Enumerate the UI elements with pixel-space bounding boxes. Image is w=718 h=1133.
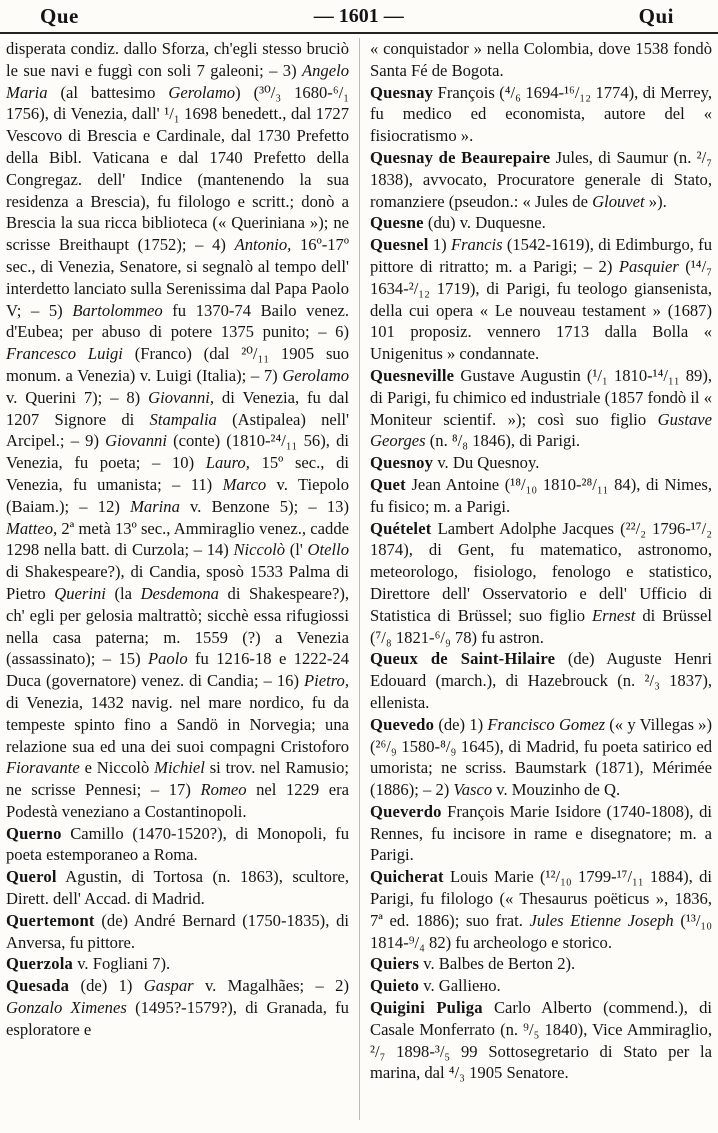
entry-headword: Querno — [6, 823, 62, 843]
entry-text: fu 1216-18 e 1222-24 Duca (governatore) venez. di Candia; – 16) — [6, 649, 349, 691]
dictionary-entry — [6, 975, 349, 1040]
entry-text: ) (³⁰/₃ 1680-⁶/₁ 1756), di Venezia, dall' ¹/₁ 1698 benedett., dal 1727 Vescovo di Brescia e Cardinale, dal 1730 Prefetto della Bibl. Vaticana e dal 1740 Prefetto della Congregaz. dell' Indice (mantenendo la sua residenza a Brescia), fu filologo e scritt.; donò a Brescia la sua ricca biblioteca (« Queriniana »); ne scrisse Breithaupt (1752); – 4) — [6, 82, 349, 255]
dictionary-entry — [370, 234, 712, 365]
entry-italic-text: Stampalia — [149, 409, 217, 429]
entry-italic-text: Lauro, — [205, 453, 250, 473]
entry-text: (1542-1619), di Edimburgo, fu pittore di ritratto; m. a Parigi; – 2) — [370, 235, 712, 276]
entry-headword: Querzola — [6, 954, 74, 974]
entry-text: 1) — [428, 235, 451, 255]
entry-italic-text: Gerolamo — [168, 82, 236, 102]
entry-italic-text: Gonzalo Ximenes — [6, 998, 127, 1018]
entry-headword: Quet — [370, 474, 406, 494]
entry-headword: Quertemont — [6, 910, 95, 930]
entry-text: 2ª metà 13º sec., Ammiraglio venez., cadde 1298 nella batt. di Curzola; – 14) — [6, 518, 349, 560]
dictionary-entry — [370, 518, 712, 649]
entry-headword: Querol — [6, 867, 57, 887]
entry-italic-text: Bartolommeo — [72, 300, 163, 320]
entry-headword: Quicherat — [370, 867, 444, 887]
entry-text: (de) 1) — [434, 714, 488, 734]
page-number: — 1601 — — [313, 4, 404, 27]
entry-headword: Quevedo — [370, 714, 435, 734]
entry-headword: Quételet — [370, 518, 432, 538]
entry-headword: Quesneville — [370, 365, 455, 385]
dictionary-entry — [6, 953, 349, 975]
dictionary-entry — [6, 910, 349, 954]
header-right-word: Qui — [638, 3, 674, 28]
entry-text: (de) André Bernard (1750-1835), di Anversa, fu pittore. — [6, 910, 349, 952]
entry-text: (du) v. Duquesne. — [423, 213, 546, 233]
entry-text: di Venezia, 1432 navig. nel mare nordico, fu da tempeste spinto fino a Sandö in Norvegia; una relazione sua ed una dei suoi compagni Cristoforo — [6, 692, 349, 756]
entry-text: (la — [105, 583, 141, 603]
entry-text: (de) 1) — [69, 976, 144, 996]
entry-text: v. Benzone 5); – 13) — [179, 496, 349, 516]
left-column — [6, 38, 349, 1123]
entry-italic-text: Pietro, — [303, 671, 349, 691]
entry-headword: Quesne — [370, 213, 424, 233]
dictionary-entry — [370, 82, 712, 147]
entry-italic-text: Glouvet — [592, 191, 645, 211]
entry-headword: Quigini Puliga — [370, 998, 483, 1018]
entry-text: François Marie Isidore (1740-1808), di Rennes, fu incisore in rame e disegnatore; m. a Parigi. — [370, 801, 712, 865]
entry-text: François (⁴/₆ 1694-¹⁶/₁₂ 1774), di Merrey, fu medico ed economista, autore del « fisiocratismo ». — [370, 82, 712, 146]
entry-text: v. Galliено. — [419, 976, 501, 996]
entry-headword: Quieto — [370, 976, 420, 996]
entry-italic-text: Desdemona — [140, 583, 219, 603]
entry-italic-text: Jules Etienne Joseph — [529, 910, 674, 930]
entry-italic-text: Otello — [307, 540, 349, 560]
entry-text: Camillo (1470-1520?), di Monopoli, fu poeta estemporaneo a Roma. — [6, 823, 349, 865]
entry-text: di Brüssel (⁷/₈ 1821-⁶/₉ 78) fu astron. — [370, 605, 712, 647]
dictionary-entry — [370, 801, 712, 866]
entry-text: (de) Auguste Henri Edouard (march.), di Hazebrouck (n. ²/₃ 1837), ellenista. — [370, 649, 712, 712]
entry-text: Gustave Augustin (¹/₁ 1810-¹⁴/₁₁ 89), di Parigi, fu chimico ed industriale (1857 fondò il « Moniteur scientif. »); così suo figlio — [370, 365, 712, 429]
entry-italic-text: Gaspar — [143, 976, 194, 996]
entry-text: di Venezia, fu dal 1207 Signore di — [6, 387, 349, 429]
entry-italic-text: Francis — [450, 235, 503, 255]
entry-text: v. Fogliani 7). — [73, 954, 171, 974]
entry-italic-text: Michiel — [154, 758, 205, 778]
entry-text: v. Querini 7); – 8) — [6, 387, 149, 407]
entry-text: (conte) (1810-²⁴/₁₁ 56), di Venezia, fu poeta; – 10) — [6, 431, 349, 473]
entry-italic-text: Gustave Georges — [370, 409, 712, 451]
entry-italic-text: Francisco Gomez — [487, 714, 606, 734]
column-divider — [359, 38, 360, 1120]
entry-italic-text: Angelo Maria — [6, 60, 349, 102]
entry-text: v. Balbes de Berton 2). — [419, 954, 576, 974]
entry-text: (1495?-1579?), di Granada, fu esploratore e — [6, 998, 349, 1039]
entry-text: 15º sec., di Venezia, fu umanista; – 11) — [6, 453, 349, 494]
entry-text: v. Magalhães; – 2) — [193, 976, 349, 996]
dictionary-entry — [370, 997, 712, 1084]
entry-headword: Quesada — [6, 976, 70, 996]
entry-text: (¹³/₁₀ 1814-⁹/₄ 82) fu archeologo e storico. — [370, 910, 712, 952]
entry-text: 16º-17º sec., di Venezia, Senatore, si segnalò al tempo dell' interdetto lanciato sulla Serenissima dal Papa Paolo V; – 5) — [6, 235, 349, 320]
entry-italic-text: Giovanni, — [148, 387, 215, 407]
entry-text: Carlo Alberto (commend.), di Casale Monferrato (n. ⁹/₅ 1840), Vice Ammiraglio, ²/₇ 1898-³/₅ 99 Sottosegretario di Stato per la marina, dal ⁴/₃ 1905 Senatore. — [370, 998, 712, 1083]
entry-headword: Quesnel — [370, 235, 429, 255]
entry-italic-text: Gerolamo — [282, 365, 349, 385]
entry-text: Lambert Adolphe Jacques (²²/₂ 1796-¹⁷/₂ 1874), di Gent, fu matematico, astronomo, meteorologo, fisiologo, fenologo e statistico, Direttore dell' Osservatorio e dell' Ufficio di Statistica di Brüssel; suo figlio — [370, 518, 712, 625]
dictionary-entry — [370, 365, 712, 452]
entry-text: di Shakespeare?), di Candia, sposò 1533 Palma di Pietro — [6, 562, 349, 603]
entry-italic-text: Querini — [54, 583, 106, 603]
entry-italic-text: Romeo — [200, 780, 247, 800]
entry-headword: Quesnoy — [370, 453, 434, 473]
dictionary-entry — [370, 648, 712, 713]
entry-italic-text: Matteo, — [6, 518, 58, 538]
entry-text: v. Du Quesnoy. — [433, 453, 540, 473]
entry-text: « conquistador » nella Colombia, dove 1538 fondò Santa Fé de Bogota. — [370, 39, 712, 80]
entry-headword: Queux de Saint-Hilaire — [370, 649, 556, 669]
entry-text: v. Tiepolo (Baiam.); – 12) — [6, 474, 349, 516]
entry-text: Jules, di Saumur (n. ²/₇ 1838), avvocato, Procuratore generale di Stato, romanziere (pseudon.: « Jules de — [370, 147, 712, 211]
dictionary-entry — [370, 474, 712, 518]
dictionary-entry — [370, 866, 712, 953]
entry-italic-text: Pasquier — [618, 256, 679, 276]
entry-text: (« y Villegas ») (²⁶/₉ 1580-⁸/₉ 1645), di Madrid, fu poeta satirico ed umorista; ne scriss. Baumstark (1871), Mérimée (1886); – 2) — [370, 714, 712, 800]
entry-text: e Niccolò — [79, 758, 155, 778]
right-column — [370, 38, 712, 1123]
entry-headword: Queverdo — [370, 801, 442, 821]
entry-text: fu 1370-74 Bailo venez. d'Eubea; per abuso di potere 1375 punito; – 6) — [6, 300, 349, 342]
dictionary-entry — [370, 975, 712, 997]
entry-headword: Quesnay de Beaurepaire — [370, 147, 551, 167]
entry-text: Louis Marie (¹²/₁₀ 1799-¹⁷/₁₁ 1884), di Parigi, fu filologo (« Thesaurus poëticus », 1836, 7ª ed. 1886); suo frat. — [370, 867, 712, 930]
entry-text: Jean Antoine (¹⁸/₁₀ 1810-²⁸/₁₁ 84), di Nimes, fu fisico; m. a Parigi. — [370, 474, 712, 516]
entry-text: (l' — [285, 540, 308, 560]
entry-text: nel 1229 era Podestà veneziano a Costantinopoli. — [6, 780, 349, 821]
dictionary-entry — [370, 452, 712, 474]
entry-italic-text: Marco — [222, 474, 267, 494]
entry-text: (al battesimo — [47, 82, 169, 102]
entry-headword: Quesnay — [370, 82, 434, 102]
dictionary-entry — [6, 823, 349, 867]
dictionary-entry — [6, 866, 349, 910]
dictionary-entry — [6, 38, 349, 823]
entry-text: (Astipalea) nell' Arcipel.; – 9) — [6, 409, 349, 451]
entry-italic-text: Fioravante — [6, 758, 80, 778]
entry-italic-text: Vasco — [453, 780, 493, 800]
entry-text: Agustin, di Tortosa (n. 1863), scultore, Dirett. dell' Accad. di Madrid. — [6, 867, 349, 909]
dictionary-entry — [370, 212, 712, 234]
header-left-word: Que — [40, 3, 79, 28]
dictionary-entry — [370, 38, 712, 82]
entry-headword: Quiers — [370, 954, 420, 974]
entry-italic-text: Niccolò — [233, 540, 286, 560]
entry-text: disperata condiz. dallo Sforza, ch'egli stesso bruciò le sue navi e fuggì con soli 7 galeoni; – 3) — [6, 39, 349, 80]
entry-text: si trov. nel Ramusio; ne scrisse Pennesi; – 17) — [6, 758, 349, 800]
entry-text: »). — [644, 191, 667, 211]
entry-italic-text: Ernest — [592, 605, 636, 625]
entry-italic-text: Paolo — [148, 649, 188, 669]
dictionary-entry — [370, 147, 712, 212]
entry-italic-text: Antonio, — [234, 235, 292, 255]
entry-text: (n. ⁸/₈ 1846), di Parigi. — [425, 431, 581, 451]
dictionary-entry — [370, 714, 712, 801]
entry-italic-text: Francesco Luigi — [6, 344, 123, 364]
page-header — [0, 0, 718, 34]
entry-italic-text: Giovanni — [105, 431, 167, 451]
entry-text: v. Mouzinho de Q. — [492, 780, 621, 800]
entry-text: (Franco) (dal ²⁰/₁₁ 1905 suo monum. a Venezia) v. Luigi (Italia); – 7) — [6, 344, 349, 385]
entry-text: (¹⁴/₇ 1634-²/₁₂ 1719), di Parigi, fu teologo giansenista, della cui opera « Le nouveau testament » (1687) 101 proposiz. vennero 1713 dalla Bolla « Unigenitus » condannate. — [370, 256, 712, 364]
dictionary-entry — [370, 953, 712, 975]
entry-text: di Shakespeare?), ch' egli per gelosia maltrattò; sicchè essa rifugiossi nella casa paterna; m. 1559 (?) a Venezia (assassinato); – 15) — [6, 583, 349, 669]
entry-italic-text: Marina — [130, 496, 180, 516]
